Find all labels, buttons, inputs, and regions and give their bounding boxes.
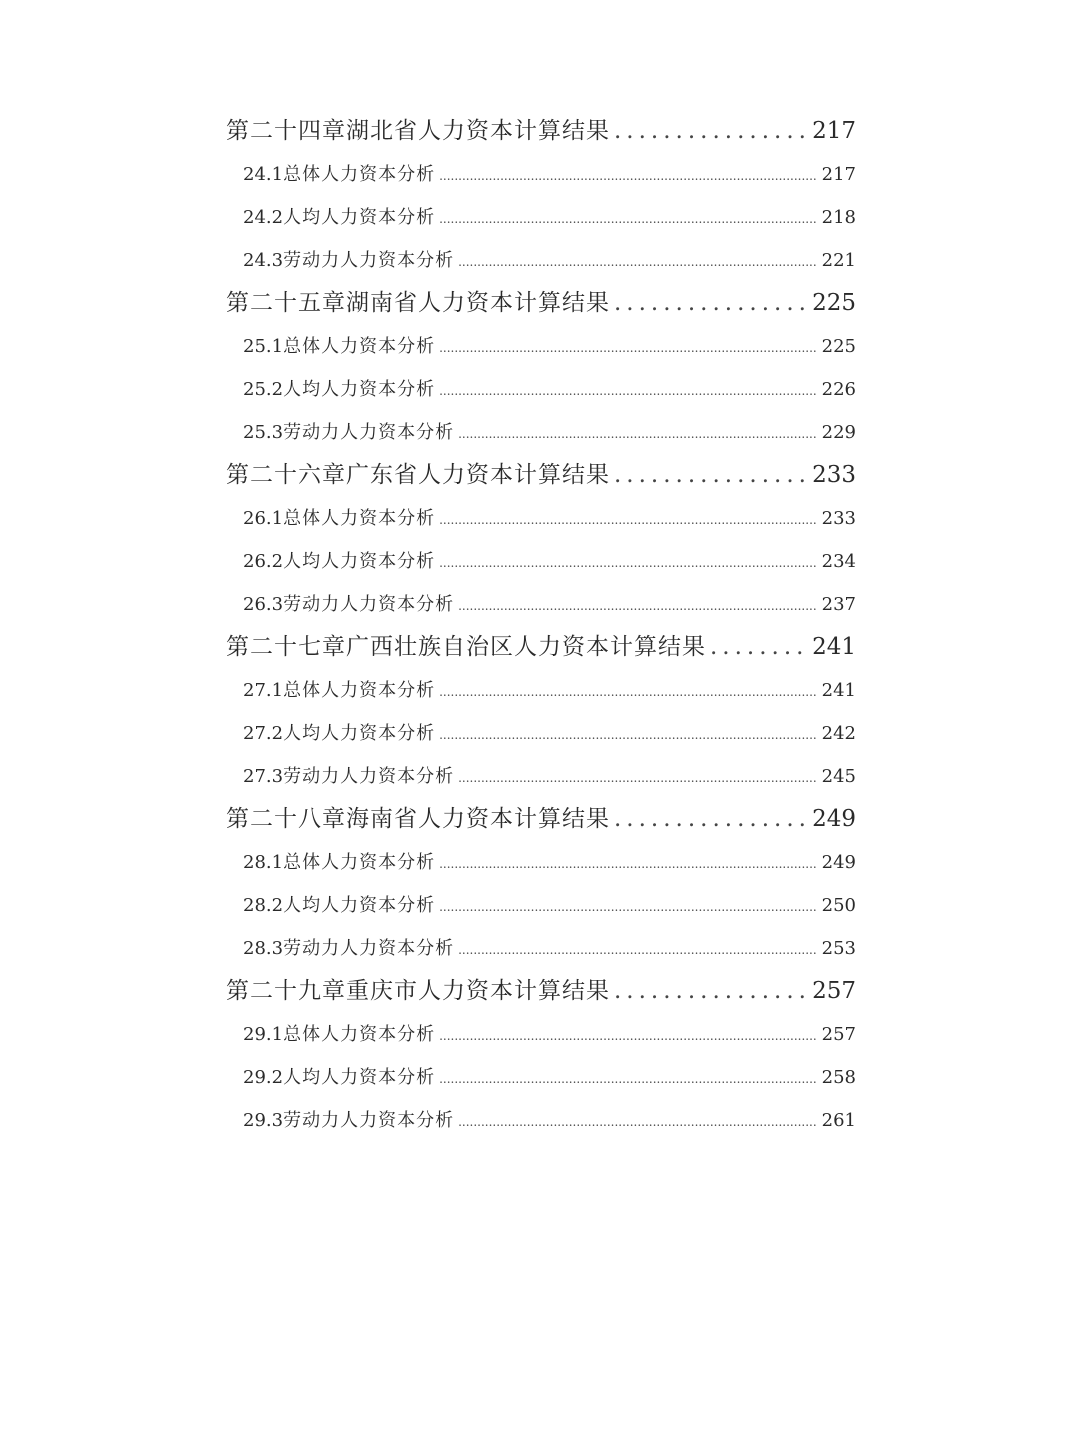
toc-section-entry[interactable] <box>226 196 856 239</box>
toc-section-entry[interactable] <box>226 927 856 970</box>
toc-section-entry[interactable] <box>226 411 856 454</box>
dot-leader <box>439 155 816 198</box>
section-title: 人均人力资本分析 <box>283 1067 436 1088</box>
toc-section-entry[interactable] <box>226 712 856 755</box>
chapter-title: 海南省人力资本计算结果 <box>346 806 610 832</box>
page-number: 234 <box>821 551 856 572</box>
toc-chapter <box>226 282 856 454</box>
chapter-title: 广西壮族自治区人力资本计算结果 <box>346 634 706 660</box>
table-of-contents <box>226 110 856 1142</box>
toc-section-entry[interactable] <box>226 239 856 282</box>
section-title: 劳动力人力资本分析 <box>283 766 455 787</box>
toc-chapter <box>226 798 856 970</box>
dot-leader <box>439 370 816 413</box>
toc-section-entry[interactable] <box>226 540 856 583</box>
section-number: 28.3 <box>243 938 284 959</box>
section-title: 劳动力人力资本分析 <box>283 938 455 959</box>
toc-section-entry[interactable] <box>226 153 856 196</box>
toc-section-entry[interactable] <box>226 841 856 884</box>
page-number: 249 <box>821 852 856 873</box>
page-number: 241 <box>812 634 856 660</box>
page-number: 221 <box>821 250 856 271</box>
toc-section-entry[interactable] <box>226 1013 856 1056</box>
page-number: 249 <box>812 806 856 832</box>
chapter-number: 第二十五章 <box>226 290 346 316</box>
dot-leader <box>614 282 806 325</box>
dot-leader <box>710 626 806 669</box>
section-title: 人均人力资本分析 <box>283 723 436 744</box>
dot-leader <box>439 714 816 757</box>
page-number: 226 <box>821 379 856 400</box>
chapter-title: 湖南省人力资本计算结果 <box>346 290 610 316</box>
section-title: 总体人力资本分析 <box>283 1024 436 1045</box>
section-number: 28.2 <box>243 895 284 916</box>
section-number: 24.1 <box>243 164 284 185</box>
page-number: 242 <box>821 723 856 744</box>
chapter-number: 第二十八章 <box>226 806 346 832</box>
page-number: 217 <box>821 164 856 185</box>
dot-leader <box>614 110 806 153</box>
section-number: 29.2 <box>243 1067 284 1088</box>
section-title: 总体人力资本分析 <box>283 336 436 357</box>
chapter-title: 重庆市人力资本计算结果 <box>346 978 610 1004</box>
chapter-number: 第二十六章 <box>226 462 346 488</box>
page-number: 218 <box>821 207 856 228</box>
toc-chapter <box>226 970 856 1142</box>
chapter-title: 广东省人力资本计算结果 <box>346 462 610 488</box>
dot-leader <box>439 198 816 241</box>
dot-leader <box>439 1015 816 1058</box>
dot-leader <box>439 1058 816 1101</box>
chapter-number: 第二十七章 <box>226 634 346 660</box>
toc-section-entry[interactable] <box>226 884 856 927</box>
toc-section-entry[interactable] <box>226 583 856 626</box>
section-title: 劳动力人力资本分析 <box>283 250 455 271</box>
page-number: 258 <box>821 1067 856 1088</box>
page-number: 261 <box>821 1110 856 1131</box>
page-number: 237 <box>821 594 856 615</box>
toc-chapter <box>226 454 856 626</box>
section-number: 26.3 <box>243 594 284 615</box>
toc-section-entry[interactable] <box>226 368 856 411</box>
toc-chapter-entry[interactable] <box>226 282 856 325</box>
page-number: 241 <box>821 680 856 701</box>
dot-leader <box>458 585 816 628</box>
page-number: 225 <box>812 290 856 316</box>
dot-leader <box>439 542 816 585</box>
section-number: 27.2 <box>243 723 284 744</box>
page-number: 257 <box>821 1024 856 1045</box>
page-number: 217 <box>812 118 856 144</box>
toc-section-entry[interactable] <box>226 669 856 712</box>
section-number: 29.3 <box>243 1110 284 1131</box>
section-number: 27.1 <box>243 680 284 701</box>
section-number: 24.3 <box>243 250 284 271</box>
dot-leader <box>458 241 816 284</box>
section-number: 24.2 <box>243 207 284 228</box>
section-title: 人均人力资本分析 <box>283 207 436 228</box>
toc-chapter-entry[interactable] <box>226 110 856 153</box>
chapter-number: 第二十四章 <box>226 118 346 144</box>
toc-chapter <box>226 626 856 798</box>
dot-leader <box>614 798 806 841</box>
section-title: 总体人力资本分析 <box>283 680 436 701</box>
toc-section-entry[interactable] <box>226 497 856 540</box>
dot-leader <box>614 454 806 497</box>
toc-section-entry[interactable] <box>226 325 856 368</box>
section-title: 人均人力资本分析 <box>283 895 436 916</box>
dot-leader <box>458 757 816 800</box>
dot-leader <box>439 499 816 542</box>
section-number: 27.3 <box>243 766 284 787</box>
section-title: 总体人力资本分析 <box>283 852 436 873</box>
section-number: 28.1 <box>243 852 284 873</box>
page-number: 233 <box>821 508 856 529</box>
section-title: 总体人力资本分析 <box>283 164 436 185</box>
dot-leader <box>439 671 816 714</box>
toc-chapter-entry[interactable] <box>226 970 856 1013</box>
dot-leader <box>439 843 816 886</box>
dot-leader <box>439 327 816 370</box>
page-number: 229 <box>821 422 856 443</box>
chapter-title: 湖北省人力资本计算结果 <box>346 118 610 144</box>
toc-chapter-entry[interactable] <box>226 626 856 669</box>
toc-chapter <box>226 110 856 282</box>
section-number: 25.3 <box>243 422 284 443</box>
section-title: 人均人力资本分析 <box>283 379 436 400</box>
section-title: 劳动力人力资本分析 <box>283 1110 455 1131</box>
page-number: 250 <box>821 895 856 916</box>
page-number: 245 <box>821 766 856 787</box>
section-title: 总体人力资本分析 <box>283 508 436 529</box>
section-number: 29.1 <box>243 1024 284 1045</box>
dot-leader <box>458 1101 816 1144</box>
dot-leader <box>458 413 816 456</box>
section-title: 劳动力人力资本分析 <box>283 422 455 443</box>
section-title: 人均人力资本分析 <box>283 551 436 572</box>
section-title: 劳动力人力资本分析 <box>283 594 455 615</box>
chapter-number: 第二十九章 <box>226 978 346 1004</box>
dot-leader <box>458 929 816 972</box>
dot-leader <box>614 970 806 1013</box>
toc-section-entry[interactable] <box>226 1099 856 1142</box>
page-number: 253 <box>821 938 856 959</box>
toc-chapter-entry[interactable] <box>226 798 856 841</box>
section-number: 26.2 <box>243 551 284 572</box>
page-number: 257 <box>812 978 856 1004</box>
section-number: 26.1 <box>243 508 284 529</box>
toc-section-entry[interactable] <box>226 755 856 798</box>
section-number: 25.2 <box>243 379 284 400</box>
toc-chapter-entry[interactable] <box>226 454 856 497</box>
toc-section-entry[interactable] <box>226 1056 856 1099</box>
dot-leader <box>439 886 816 929</box>
page-number: 233 <box>812 462 856 488</box>
section-number: 25.1 <box>243 336 284 357</box>
page-number: 225 <box>821 336 856 357</box>
